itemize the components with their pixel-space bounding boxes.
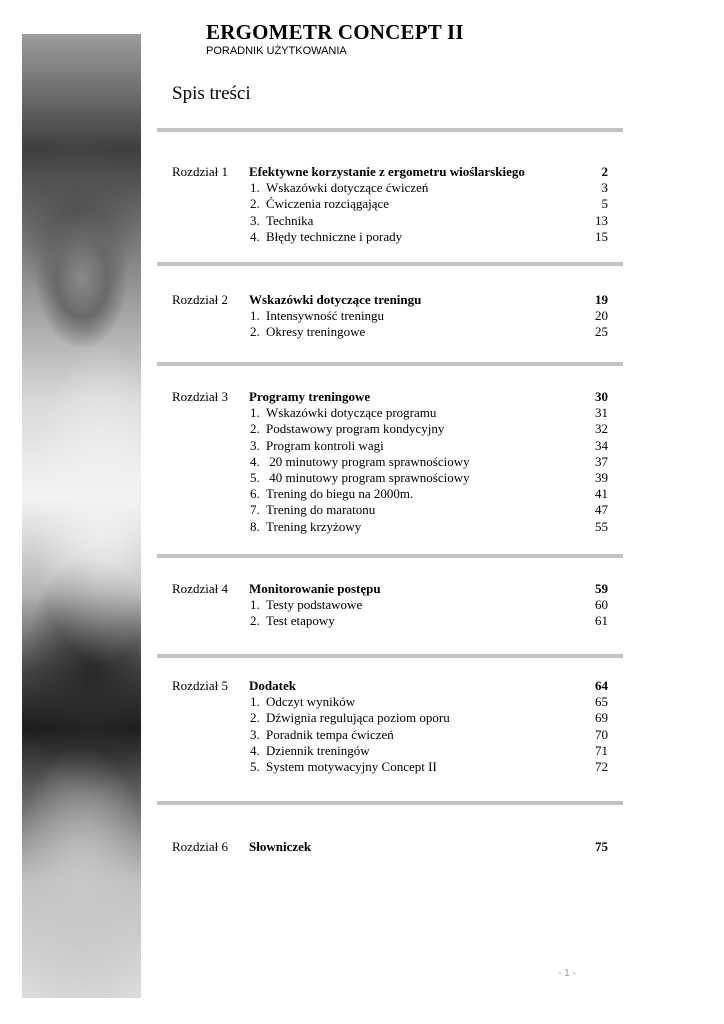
item-page: 70: [595, 726, 608, 742]
toc-item[interactable]: [172, 597, 612, 613]
toc-chapter-4: [172, 581, 612, 630]
toc-item[interactable]: [172, 421, 612, 437]
item-title: Trening do maratonu: [266, 502, 376, 518]
item-number: 4.: [250, 742, 260, 758]
chapter-row[interactable]: [172, 839, 612, 855]
item-page: 34: [595, 437, 608, 453]
document-title: ERGOMETR CONCEPT II: [206, 20, 464, 44]
item-number: 2.: [250, 196, 260, 212]
item-number: 2.: [250, 421, 260, 437]
rower-photo: [22, 34, 141, 998]
item-title: Ćwiczenia rozciągające: [266, 196, 390, 212]
item-number: 1.: [250, 308, 260, 324]
item-number: 3.: [250, 726, 260, 742]
document-subtitle: PORADNIK UŻYTKOWANIA: [206, 45, 347, 57]
chapter-row[interactable]: [172, 292, 612, 308]
item-number: 6.: [250, 486, 260, 502]
toc-item[interactable]: [172, 759, 612, 775]
item-number: 3.: [250, 437, 260, 453]
toc-item[interactable]: [172, 613, 612, 629]
toc-item[interactable]: [172, 324, 612, 340]
item-number: 2.: [250, 613, 260, 629]
item-title: Błędy techniczne i porady: [266, 228, 403, 244]
page-number: - 1 -: [558, 968, 576, 979]
item-page: 69: [595, 710, 608, 726]
chapter-row[interactable]: [172, 389, 612, 405]
item-number: 5.: [250, 469, 260, 485]
chapter-label: Rozdział 4: [172, 581, 228, 596]
item-title: Testy podstawowe: [266, 597, 363, 613]
toc-item[interactable]: [172, 470, 612, 486]
item-page: 71: [595, 742, 608, 758]
item-page: 55: [595, 518, 608, 534]
chapter-label: Rozdział 5: [172, 678, 228, 693]
chapter-title: Monitorowanie postępu: [249, 581, 381, 596]
item-page: 72: [595, 758, 608, 774]
item-number: 4.: [250, 453, 260, 469]
toc-chapter-3: [172, 389, 612, 535]
item-title: Odczyt wyników: [266, 694, 356, 710]
item-title: Okresy treningowe: [266, 324, 366, 340]
chapter-label: Rozdział 3: [172, 389, 228, 404]
chapter-title: Programy treningowe: [249, 389, 371, 404]
chapter-row[interactable]: [172, 678, 612, 694]
chapter-label: Rozdział 6: [172, 839, 228, 854]
chapter-page: 30: [595, 389, 608, 404]
toc-item[interactable]: [172, 405, 612, 421]
toc-item[interactable]: [172, 727, 612, 743]
chapter-page: 2: [601, 164, 608, 179]
item-title: Podstawowy program kondycyjny: [266, 421, 445, 437]
item-title: Intensywność treningu: [266, 308, 385, 324]
chapter-label: Rozdział 2: [172, 292, 228, 307]
item-title: Dźwignia regulująca poziom oporu: [266, 710, 450, 726]
item-title: Wskazówki dotyczące programu: [266, 405, 437, 421]
item-title: 40 minutowy program sprawnościowy: [266, 469, 470, 485]
toc-item[interactable]: [172, 710, 612, 726]
chapter-label: Rozdział 1: [172, 164, 228, 179]
item-page: 32: [595, 421, 608, 437]
chapter-page: 59: [595, 581, 608, 596]
divider: [157, 554, 623, 558]
divider: [157, 654, 623, 658]
item-page: 65: [595, 694, 608, 710]
toc-chapter-6: [172, 839, 612, 855]
toc-item[interactable]: [172, 694, 612, 710]
toc-item[interactable]: [172, 308, 612, 324]
item-number: 2.: [250, 324, 260, 340]
item-page: 31: [595, 405, 608, 421]
item-page: 5: [601, 196, 608, 212]
item-number: 8.: [250, 518, 260, 534]
item-number: 1.: [250, 694, 260, 710]
divider: [157, 262, 623, 266]
item-title: Poradnik tempa ćwiczeń: [266, 726, 394, 742]
item-page: 41: [595, 486, 608, 502]
chapter-title: Efektywne korzystanie z ergometru wioślarskiego: [249, 164, 525, 179]
toc-chapter-2: [172, 292, 612, 341]
chapter-title: Słowniczek: [249, 839, 312, 854]
toc-item[interactable]: [172, 229, 612, 245]
item-title: Technika: [266, 212, 314, 228]
toc-item[interactable]: [172, 519, 612, 535]
item-title: Trening do biegu na 2000m.: [266, 486, 414, 502]
chapter-page: 64: [595, 678, 608, 693]
chapter-row[interactable]: [172, 164, 612, 180]
item-number: 4.: [250, 228, 260, 244]
item-number: 1.: [250, 180, 260, 196]
item-title: Program kontroli wagi: [266, 437, 384, 453]
item-page: 60: [595, 597, 608, 613]
item-title: System motywacyjny Concept II: [266, 758, 437, 774]
item-number: 2.: [250, 710, 260, 726]
item-title: Dziennik treningów: [266, 742, 370, 758]
item-page: 47: [595, 502, 608, 518]
toc-item[interactable]: [172, 180, 612, 196]
toc-chapter-5: [172, 678, 612, 775]
item-page: 25: [595, 324, 608, 340]
chapter-row[interactable]: [172, 581, 612, 597]
divider: [157, 801, 623, 805]
toc-heading: Spis treści: [172, 83, 251, 104]
item-page: 61: [595, 613, 608, 629]
item-title: Test etapowy: [266, 613, 335, 629]
chapter-title: Wskazówki dotyczące treningu: [249, 292, 422, 307]
item-number: 5.: [250, 758, 260, 774]
item-page: 15: [595, 228, 608, 244]
toc-item[interactable]: [172, 438, 612, 454]
item-number: 7.: [250, 502, 260, 518]
item-title: 20 minutowy program sprawnościowy: [266, 453, 470, 469]
divider: [157, 362, 623, 366]
item-page: 3: [601, 180, 608, 196]
toc-chapter-1: [172, 164, 612, 245]
item-page: 39: [595, 469, 608, 485]
toc-item[interactable]: [172, 486, 612, 502]
item-page: 37: [595, 453, 608, 469]
chapter-page: 19: [595, 292, 608, 307]
toc-item[interactable]: [172, 454, 612, 470]
item-number: 1.: [250, 405, 260, 421]
divider: [157, 128, 623, 132]
toc-item[interactable]: [172, 213, 612, 229]
item-number: 3.: [250, 212, 260, 228]
item-page: 20: [595, 308, 608, 324]
item-page: 13: [595, 212, 608, 228]
item-title: Wskazówki dotyczące ćwiczeń: [266, 180, 429, 196]
toc-item[interactable]: [172, 196, 612, 212]
item-title: Trening krzyżowy: [266, 518, 362, 534]
chapter-page: 75: [595, 839, 608, 854]
toc-item[interactable]: [172, 502, 612, 518]
item-number: 1.: [250, 597, 260, 613]
toc-item[interactable]: [172, 743, 612, 759]
chapter-title: Dodatek: [249, 678, 296, 693]
